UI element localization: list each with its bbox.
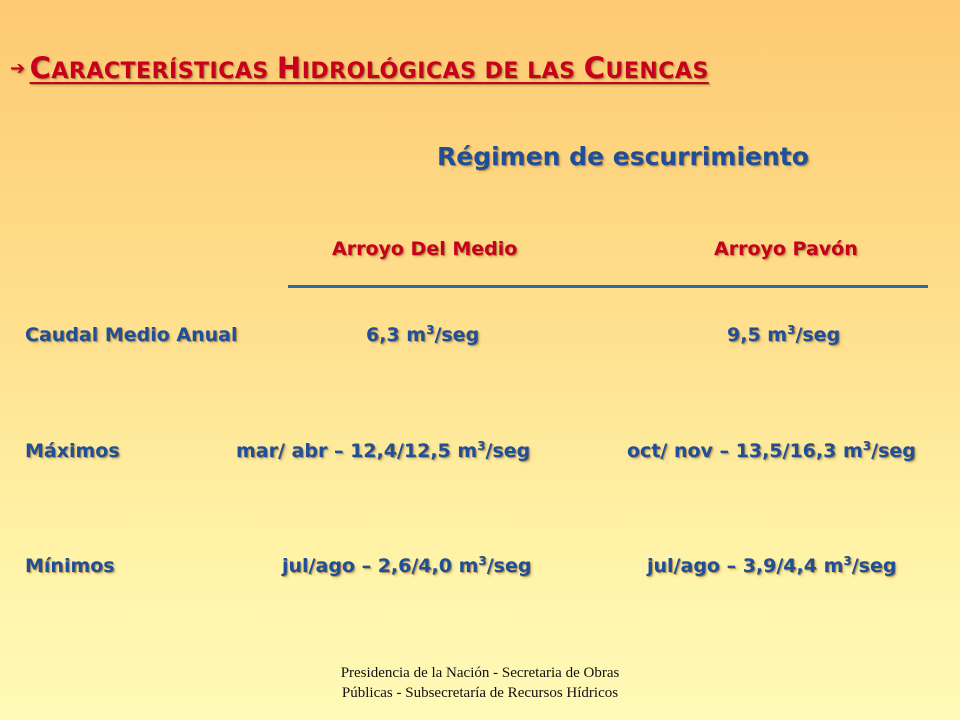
column-header-arroyo-del-medio: Arroyo Del Medio [332, 238, 518, 260]
cell-caudal-del-medio: 6,3 $m^3$/seg [366, 323, 480, 346]
slide-title [10, 48, 709, 88]
cell-minimos-pavon: jul/ago – 3,9/4,4 $m^3$/seg [647, 554, 897, 577]
row-label-caudal-medio-anual: Caudal Medio Anual [25, 324, 238, 346]
row-label-minimos: Mínimos [25, 555, 115, 577]
slide-title-text: CARACTERÍSTICAS HIDROLÓGICAS DE LAS CUENCAS [29, 51, 709, 85]
section-subtitle: Régimen de escurrimiento [437, 142, 809, 171]
cell-minimos-del-medio: jul/ago – 2,6/4,0 $m^3$/seg [282, 554, 532, 577]
cell-caudal-pavon: 9,5 $m^3$/seg [727, 323, 841, 346]
cell-maximos-del-medio: mar/ abr – 12,4/12,5 $m^3$/seg [236, 439, 531, 462]
header-divider [288, 285, 928, 288]
cell-maximos-pavon: oct/ nov – 13,5/16,3 $m^3$/seg [627, 439, 916, 462]
column-header-arroyo-pavon: Arroyo Pavón [714, 238, 858, 260]
arrow-bullet-icon: ➔ [10, 57, 26, 79]
row-label-maximos: Máximos [25, 440, 120, 462]
footer-credit: Presidencia de la Nación - Secretaria de Obras Públicas - Subsecretaría de Recursos Hídricos [340, 665, 620, 701]
